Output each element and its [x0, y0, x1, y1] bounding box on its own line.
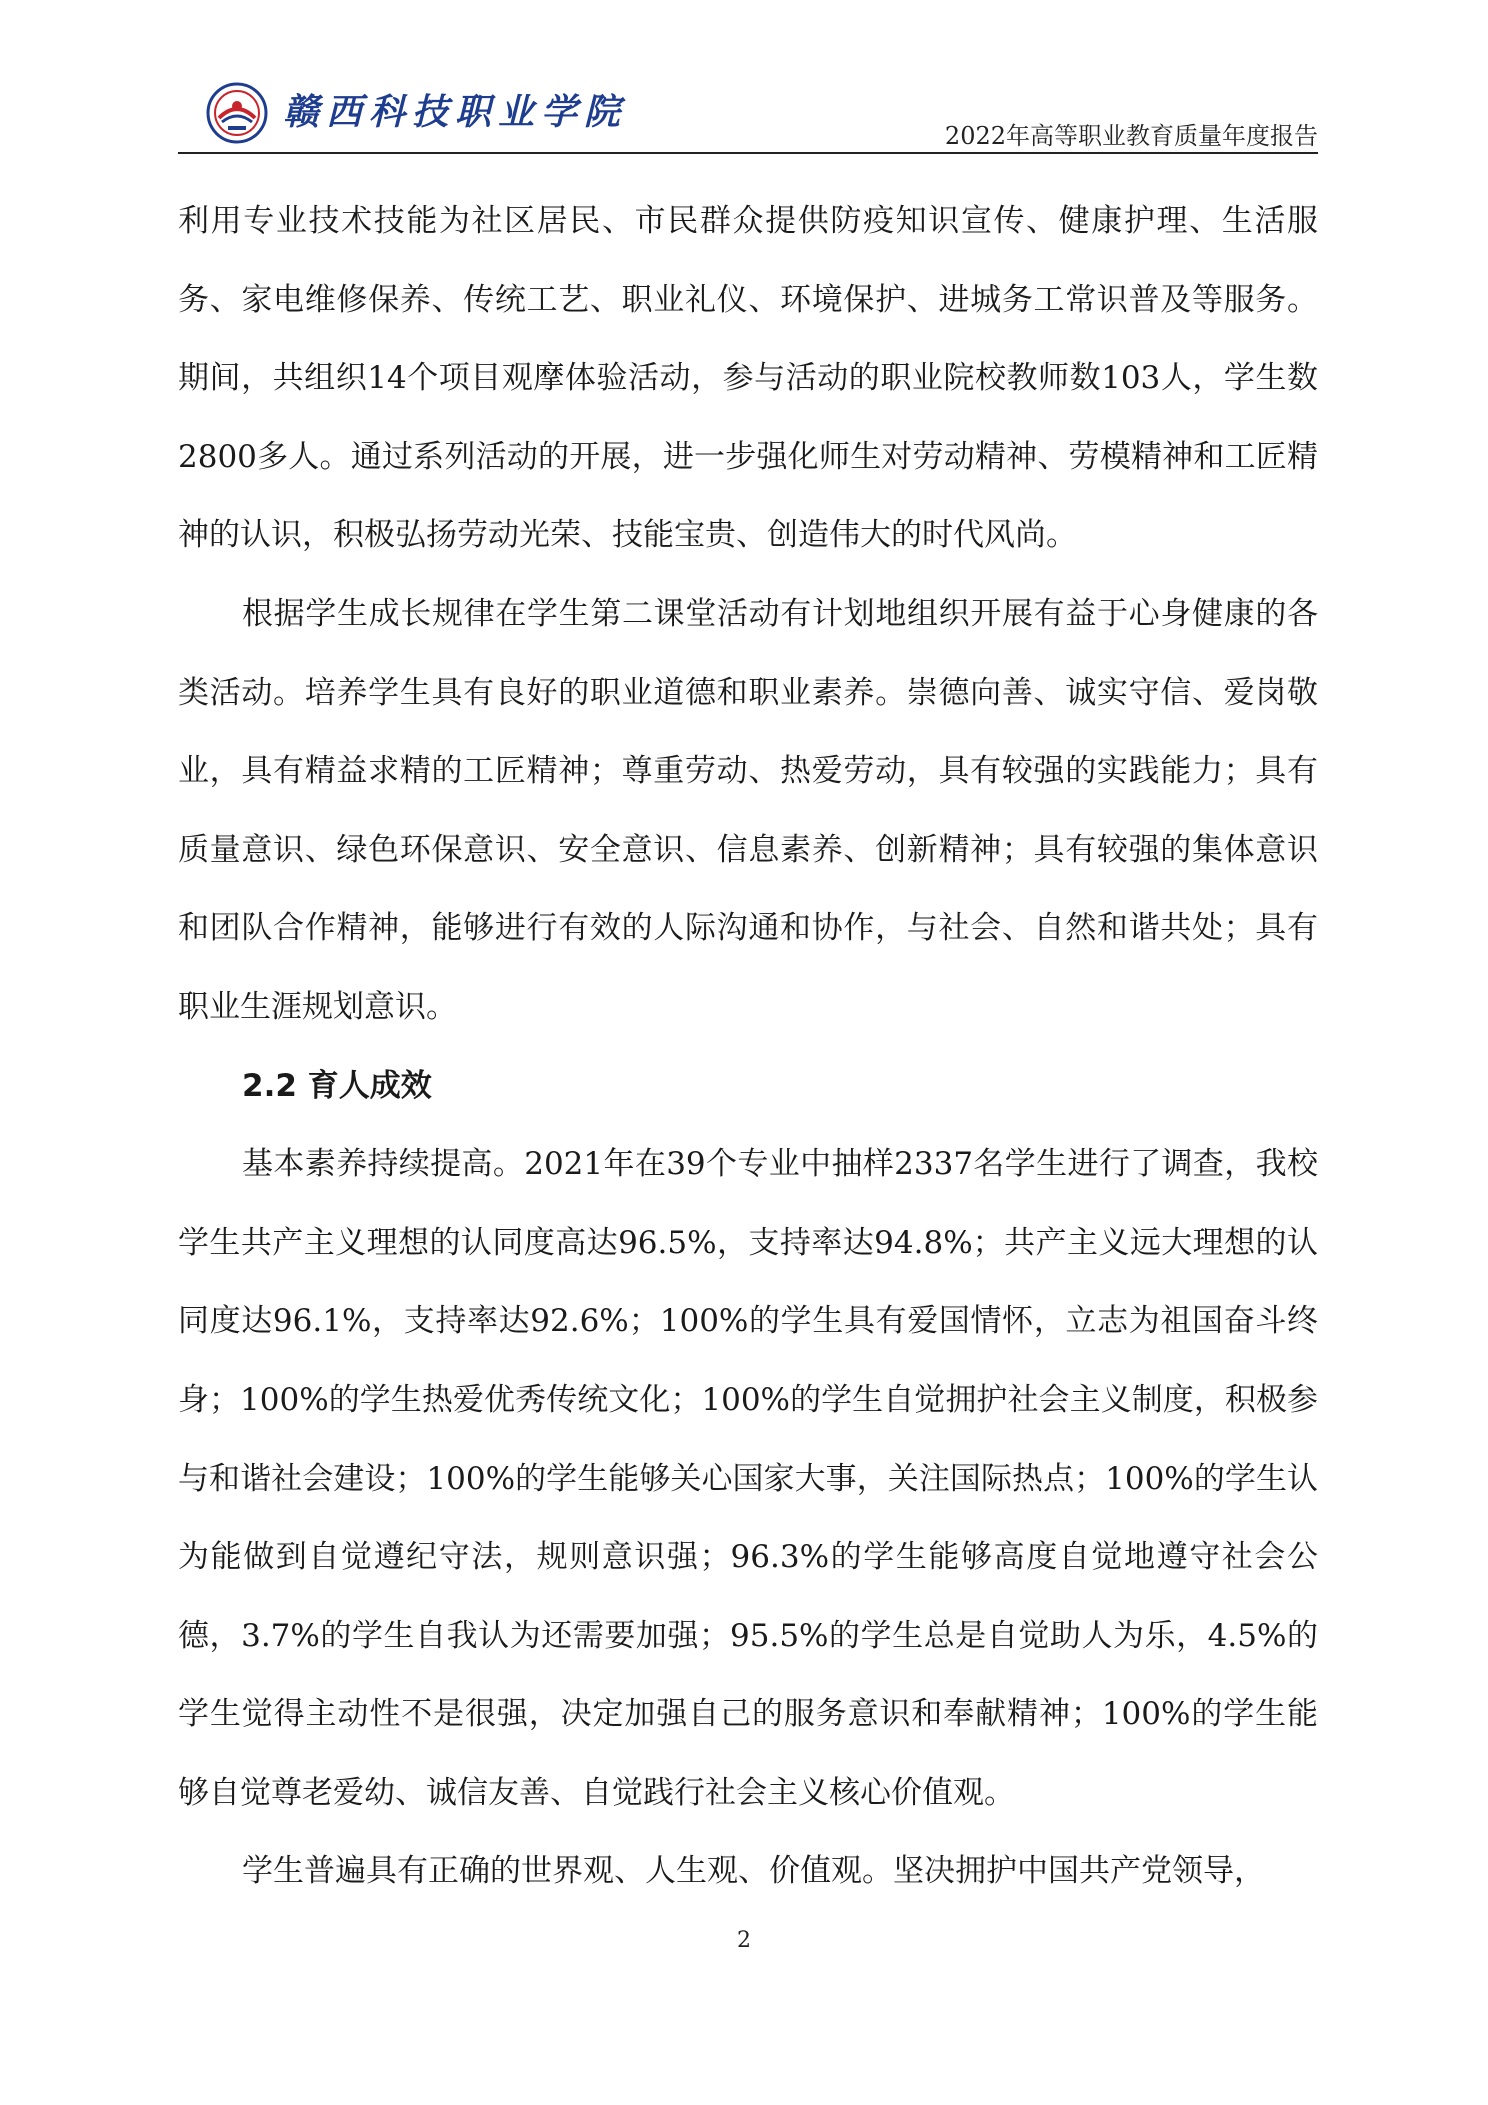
paragraph-continued: 利用专业技术技能为社区居民、市民群众提供防疫知识宣传、健康护理、生活服务、家电维修保养、传统工艺、职业礼仪、环境保护、进城务工常识普及等服务。期间，共组织14个项目观摩体验活动，参与活动的职业院校教师数103人，学生数2800多人。通过系列活动的开展，进一步强化师生对劳动精神、劳模精神和工匠精神的认识，积极弘扬劳动光荣、技能宝贵、创造伟大的时代风尚。	[178, 203, 1318, 554]
paragraph: 基本素养持续提高。2021年在39个专业中抽样2337名学生进行了调查，我校学生共产主义理想的认同度高达96.5%，支持率达94.8%；共产主义远大理想的认同度达96.1%，支持率达92.6%；100%的学生具有爱国情怀，立志为祖国奋斗终身；100%的学生热爱优秀传统文化；100%的学生自觉拥护社会主义制度，积极参与和谐社会建设；100%的学生能够关心国家大事，关注国际热点；100%的学生认为能做到自觉遵纪守法，规则意识强；96.3%的学生能够高度自觉地遵守社会公德，3.7%的学生自我认为还需要加强；95.5%的学生总是自觉助人为乐，4.5%的学生觉得主动性不是很强，决定加强自己的服务意识和奉献精神；100%的学生能够自觉尊老爱幼、诚信友善、自觉践行社会主义核心价值观。	[178, 1146, 1318, 1811]
report-title: 2022年高等职业教育质量年度报告	[944, 122, 1318, 150]
document-body	[178, 182, 1318, 1911]
page-number: 2	[737, 1928, 751, 1953]
school-emblem-icon	[206, 82, 268, 144]
school-name: 赣西科技职业学院	[283, 92, 628, 133]
paragraph: 学生普遍具有正确的世界观、人生观、价值观。坚决拥护中国共产党领导，	[242, 1853, 1265, 1890]
page-header	[178, 70, 1318, 154]
section-heading: 2.2 育人成效	[242, 1067, 432, 1104]
paragraph: 根据学生成长规律在学生第二课堂活动有计划地组织开展有益于心身健康的各类活动。培养学生具有良好的职业道德和职业素养。崇德向善、诚实守信、爱岗敬业，具有精益求精的工匠精神；尊重劳动、热爱劳动，具有较强的实践能力；具有质量意识、绿色环保意识、安全意识、信息素养、创新精神；具有较强的集体意识和团队合作精神，能够进行有效的人际沟通和协作，与社会、自然和谐共处；具有职业生涯规划意识。	[178, 595, 1318, 1025]
